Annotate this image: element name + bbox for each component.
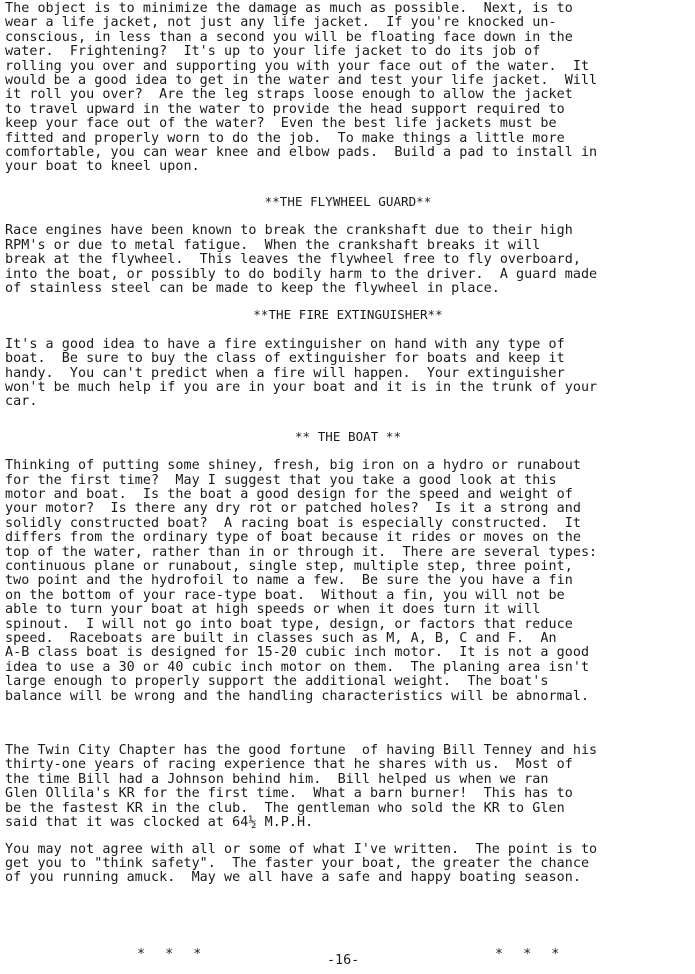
text-line: top of the water, rather than in or through it. There are several types:: [5, 544, 598, 560]
text-line: the time Bill had a Johnson behind him. Bill helped us when we ran: [5, 771, 549, 787]
text-line: keep your face out of the water? Even the best life jackets must be: [5, 116, 557, 132]
text-line: to travel upward in the water to provide the head support required to: [5, 101, 565, 117]
text-line: idea to use a 30 or 40 cubic inch motor on them. The planing area isn't: [5, 659, 590, 675]
text-line: RPM's or due to metal fatigue. When the crankshaft breaks it will: [5, 237, 541, 253]
text-line: won't be much help if you are in your boat and it is in the trunk of your: [5, 379, 598, 395]
text-line: water. Frightening? It's up to your life jacket to do its job of: [5, 44, 541, 60]
document-page: [5, 2, 691, 886]
page-footer: [0, 948, 695, 968]
text-line: motor and boat. Is the boat a good design for the speed and weight of: [5, 486, 573, 502]
text-line: continuous plane or runabout, single step, multiple step, three point,: [5, 559, 573, 574]
text-line: your motor? Is there any dry rot or patched holes? Is it a strong and: [5, 501, 581, 517]
text-line: large enough to properly support the additional weight. The boat's: [5, 674, 549, 690]
text-line: differs from the ordinary type of boat because it rides or moves on the: [5, 530, 581, 546]
text-line: into the boat, or possibly to do bodily harm to the driver. A guard made: [5, 266, 598, 282]
section-heading-fire-extinguisher: **THE FIRE EXTINGUISHER**: [253, 307, 443, 323]
extinguisher-paragraph: [5, 338, 691, 410]
text-line: of stainless steel can be made to keep the flywheel in place.: [5, 280, 500, 296]
text-line: two point and the hydrofoil to name a few. Be sure the you have a fin: [5, 573, 573, 589]
text-line: your boat to kneel upon.: [5, 159, 200, 175]
text-line: on the bottom of your race-type boat. Without a fin, you will not be: [5, 587, 565, 603]
footer-stars-left: * * *: [137, 947, 208, 962]
text-line: Race engines have been known to break the crankshaft due to their high: [5, 223, 573, 239]
text-line: for the first time? May I suggest that you take a good look at this: [5, 472, 557, 488]
footer-stars-right: * * *: [495, 947, 566, 962]
intro-paragraph: [5, 2, 691, 175]
text-line: handy. You can't predict when a fire will happen. Your extinguisher: [5, 365, 565, 381]
twin-city-paragraph: [5, 744, 691, 830]
text-line: rolling you over and supporting you with your face out of the water. It: [5, 58, 590, 74]
text-line: car.: [5, 394, 38, 410]
text-line: Glen Ollila's KR for the first time. What a barn burner! This has to: [5, 786, 573, 802]
text-line: conscious, in less than a second you will be floating face down in the: [5, 29, 573, 45]
text-line: Thinking of putting some shiney, fresh, big iron on a hydro or runabout: [5, 458, 581, 474]
text-line: wear a life jacket, not just any life jacket. If you're knocked un-: [5, 15, 557, 31]
text-line: spinout. I will not go into boat type, design, or factors that reduce: [5, 616, 573, 632]
text-line: You may not agree with all or some of what I've written. The point is to: [5, 841, 598, 857]
text-line: it roll you over? Are the leg straps loose enough to allow the jacket: [5, 87, 573, 103]
text-line: solidly constructed boat? A racing boat is especially constructed. It: [5, 515, 581, 531]
text-line: able to turn your boat at high speeds or when it does turn it will: [5, 602, 541, 618]
text-line: balance will be wrong and the handling characteristics will be abnormal.: [5, 688, 590, 704]
section-heading-the-boat: ** THE BOAT **: [294, 428, 402, 444]
boat-paragraph: [5, 459, 691, 704]
page-number: -16-: [327, 953, 360, 968]
text-line: thirty-one years of racing experience that he shares with us. Most of: [5, 757, 573, 773]
text-line: break at the flywheel. This leaves the flywheel free to fly overboard,: [5, 252, 581, 268]
section-heading-flywheel-guard: **THE FLYWHEEL GUARD**: [264, 193, 432, 209]
text-line: speed. Raceboats are built in classes such as M, A, B, C and F. An: [5, 631, 557, 647]
text-line: The Twin City Chapter has the good fortune of having Bill Tenney and his: [5, 743, 598, 759]
text-line: fitted and properly worn to do the job. To make things a little more: [5, 130, 565, 146]
text-line: of you running amuck. May we all have a safe and happy boating season.: [5, 870, 581, 886]
text-line: be the fastest KR in the club. The gentleman who sold the KR to Glen: [5, 800, 565, 816]
text-line: would be a good idea to get in the water and test your life jacket. Will: [5, 73, 598, 89]
closing-paragraph: [5, 843, 691, 886]
text-line: A-B class boat is designed for 15-20 cubic inch motor. It is not a good: [5, 645, 590, 661]
text-line: comfortable, you can wear knee and elbow pads. Build a pad to install in: [5, 145, 598, 161]
text-line: said that it was clocked at 64½ M.P.H.: [5, 815, 314, 831]
text-line: boat. Be sure to buy the class of extinguisher for boats and keep it: [5, 351, 565, 367]
text-line: The object is to minimize the damage as much as possible. Next, is to: [5, 1, 573, 16]
text-line: It's a good idea to have a fire extinguisher on hand with any type of: [5, 336, 565, 352]
text-line: get you to "think safety". The faster your boat, the greater the chance: [5, 855, 590, 871]
flywheel-paragraph: [5, 224, 691, 296]
